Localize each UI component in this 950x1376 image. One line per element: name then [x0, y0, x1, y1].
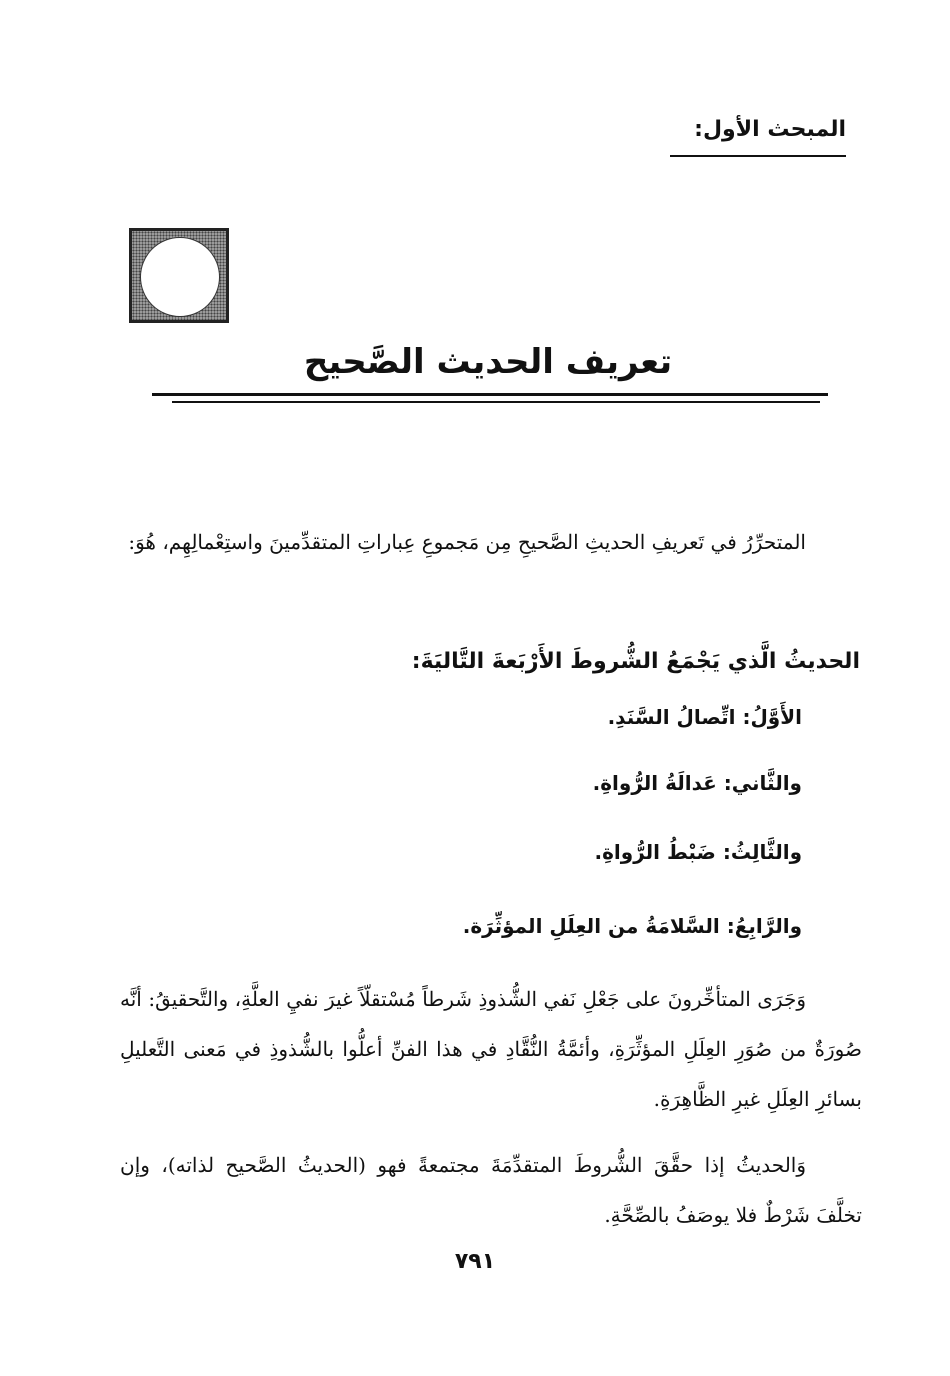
title-rule-thick — [152, 393, 828, 396]
condition-item-1: الأَوَّلُ: اتِّصالُ السَّنَدِ. — [607, 705, 802, 729]
condition-item-4: والرَّابِعُ: السَّلامَةُ من العِلَلِ المؤثِّرَة. — [462, 914, 802, 938]
ornament-inner-circle — [140, 237, 220, 317]
condition-item-3: والثَّالِثُ: ضَبْطُ الرُّواةِ. — [594, 840, 802, 864]
later-scholars-paragraph: وَجَرَى المتأخِّرونَ على جَعْلِ نَفي الشُّذوذِ شَرطاً مُسْتقلّاً غيرَ نفيِ العلَّةِ، والتَّحقيقُ: أنَّه صُورَةٌ من صُوَرِ العِلَلِ المؤثِّرَةِ، وأئمَّةُ النُّقَّادِ في هذا الفنِّ أعلُّوا بالشُّذوذِ في مَعنى التَّعليلِ بسائرِ العِلَلِ غيرِ الظَّاهِرَةِ. — [120, 987, 862, 1111]
conditions-heading: الحديثُ الَّذي يَجْمَعُ الشُّروطَ الأَرْبَعةَ التَّاليَةَ: — [411, 649, 860, 674]
condition-item-2: والثَّاني: عَدالَةُ الرُّواةِ. — [592, 771, 802, 795]
ornament-circle-icon — [129, 228, 229, 323]
conclusion-paragraph: وَالحديثُ إذا حقَّقَ الشُّروطَ المتقدِّمَةَ مجتمعةً فهو (الحديثُ الصَّحيح لذاته)، وإن تخلَّفَ شَرْطٌ فلا يوصَفُ بالصِّحَّةِ. — [120, 1153, 862, 1227]
chapter-title: تعريف الحديث الصَّحيح — [303, 342, 673, 382]
intro-paragraph: المتحرِّرُ في تَعريفِ الحديثِ الصَّحيحِ مِن مَجموعِ عِباراتِ المتقدِّمينَ واستِعْمالِهِم، هُوَ: — [128, 530, 806, 554]
section-header: المبحث الأول: — [694, 117, 846, 142]
title-rule-thin — [172, 401, 820, 403]
section-header-underline — [670, 155, 846, 157]
page-number: ٧٩١ — [454, 1249, 496, 1274]
